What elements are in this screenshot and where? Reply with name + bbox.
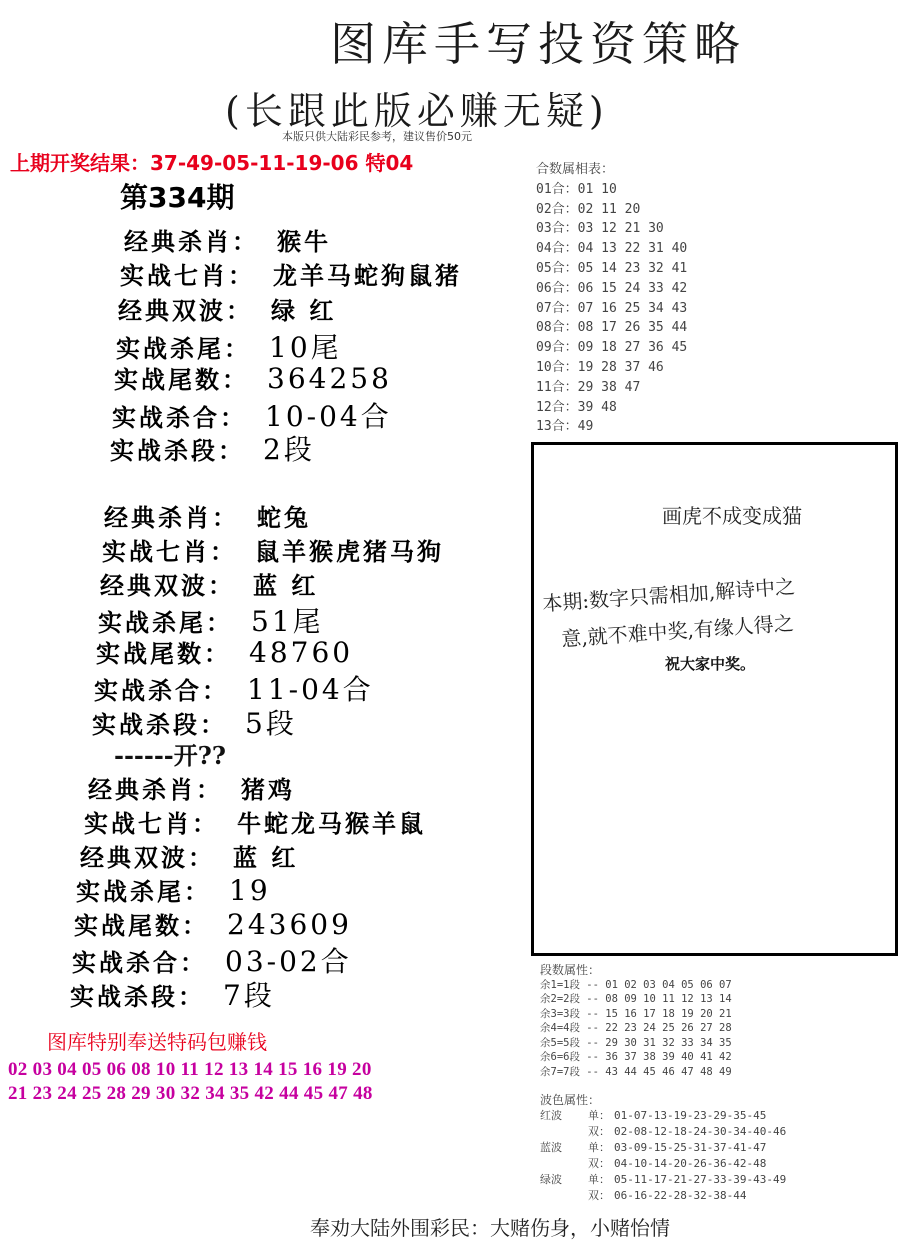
table-title: 段数属性： <box>540 963 601 977</box>
set2-seven-zodiac: 实战七肖： 鼠羊猴虎猪马狗 <box>102 537 444 566</box>
set3-kill-zodiac: 经典杀肖： 猪鸡 <box>88 775 295 804</box>
last-draw-result: 上期开奖结果：37-49-05-11-19-06 特04 <box>10 151 414 175</box>
table-row: 02合：02 11 20 <box>536 201 641 217</box>
special-gift-title: 图库特别奉送特码包赚钱 <box>47 1030 267 1054</box>
table-row: 06合：06 15 24 33 42 <box>536 280 688 296</box>
set2-kill-segment: 实战杀段： 5段 <box>92 707 297 740</box>
poem-box <box>531 442 898 956</box>
set3-kill-tail: 实战杀尾： 19 <box>76 874 271 907</box>
set2-kill-zodiac: 经典杀肖： 蛇兔 <box>104 503 311 532</box>
page-subtitle: (长跟此版必赚无疑) <box>225 89 609 133</box>
table-row: 双： 04-10-14-20-26-36-42-48 <box>588 1157 767 1170</box>
gift-number-row: 21 23 24 25 28 29 30 32 34 35 42 44 45 47 48 <box>8 1083 373 1104</box>
table-row: 双： 02-08-12-18-24-30-34-40-46 <box>588 1125 787 1138</box>
table-row: 余4=4段 -- 22 23 24 25 26 27 28 <box>540 1022 732 1034</box>
footer-advice: 奉劝大陆外围彩民：大赌伤身，小赌怡情 <box>310 1216 670 1240</box>
set3-kill-segment: 实战杀段： 7段 <box>70 979 275 1012</box>
table-row: 09合：09 18 27 36 45 <box>536 340 688 356</box>
table-row: 蓝波 单： 03-09-15-25-31-37-41-47 <box>540 1141 767 1154</box>
table-row: 余5=5段 -- 29 30 31 32 33 34 35 <box>540 1036 732 1049</box>
table-row: 07合：07 16 25 34 43 <box>536 300 688 316</box>
sum-zodiac-table <box>536 160 687 437</box>
table-row: 01合：01 10 <box>536 181 617 197</box>
set1-kill-segment: 实战杀段： 2段 <box>110 433 315 466</box>
poem-hint-line: 本期:数字只需相加,解诗中之 <box>541 574 796 616</box>
table-title: 波色属性： <box>540 1093 601 1107</box>
page-title: 图库手写投资策略 <box>330 17 746 71</box>
set1-seven-zodiac: 实战七肖： 龙羊马蛇狗鼠猪 <box>120 261 462 290</box>
table-row: 双： 06-16-22-28-32-38-44 <box>588 1189 747 1202</box>
table-row: 余7=7段 -- 43 44 45 46 47 48 49 <box>540 1065 732 1078</box>
table-row: 08合：08 17 26 35 44 <box>536 320 688 336</box>
table-row: 红波 单： 01-07-13-19-23-29-35-45 <box>540 1109 767 1122</box>
poem-hint-line: 意,就不难中奖,有缘人得之 <box>560 610 795 652</box>
gift-number-row: 02 03 04 05 06 08 10 11 12 13 14 15 16 19 20 <box>8 1059 372 1080</box>
table-row: 11合：29 38 47 <box>536 379 641 395</box>
set3-tail-numbers: 实战尾数： 243609 <box>74 908 352 941</box>
set2-kill-tail: 实战杀尾： 51尾 <box>98 605 324 638</box>
segment-table <box>540 963 732 1079</box>
table-row: 余6=6段 -- 36 37 38 39 40 41 42 <box>540 1051 732 1063</box>
table-row: 13合：49 <box>536 419 594 435</box>
table-row: 05合：05 14 23 32 41 <box>536 260 688 276</box>
table-row: 04合：04 13 22 31 40 <box>536 241 688 257</box>
good-luck-text: 祝大家中奖。 <box>665 655 756 673</box>
set1-kill-sum: 实战杀合： 10-04合 <box>112 400 392 433</box>
set1-double-wave: 经典双波： 绿 红 <box>118 296 337 325</box>
set2-double-wave: 经典双波： 蓝 红 <box>100 571 319 600</box>
open-separator: ------开?? <box>114 741 226 770</box>
table-row: 10合：19 28 37 46 <box>536 359 664 375</box>
table-row: 绿波 单： 05-11-17-21-27-33-39-43-49 <box>540 1173 787 1186</box>
table-row: 12合：39 48 <box>536 399 617 415</box>
table-row: 余1=1段 -- 01 02 03 04 05 06 07 <box>540 978 732 991</box>
poem-line: 画虎不成变成猫 <box>662 504 802 528</box>
table-row: 03合：03 12 21 30 <box>536 221 664 237</box>
set1-tail-numbers: 实战尾数： 364258 <box>114 362 392 395</box>
set3-double-wave: 经典双波： 蓝 红 <box>80 843 299 872</box>
set3-seven-zodiac: 实战七肖： 牛蛇龙马猴羊鼠 <box>84 809 426 838</box>
price-note: 本版只供大陆彩民参考，建议售价50元 <box>282 130 472 143</box>
set1-kill-tail: 实战杀尾： 10尾 <box>116 331 342 364</box>
set2-kill-sum: 实战杀合： 11-04合 <box>94 673 374 706</box>
period-number: 第334期 <box>120 181 235 214</box>
table-row: 余3=3段 -- 15 16 17 18 19 20 21 <box>540 1007 732 1020</box>
set3-kill-sum: 实战杀合： 03-02合 <box>72 945 352 978</box>
set1-kill-zodiac: 经典杀肖： 猴牛 <box>124 227 331 256</box>
table-title: 合数属相表： <box>536 162 615 177</box>
table-row: 余2=2段 -- 08 09 10 11 12 13 14 <box>540 993 732 1005</box>
set2-tail-numbers: 实战尾数： 48760 <box>96 636 354 669</box>
wave-color-table <box>540 1092 786 1204</box>
